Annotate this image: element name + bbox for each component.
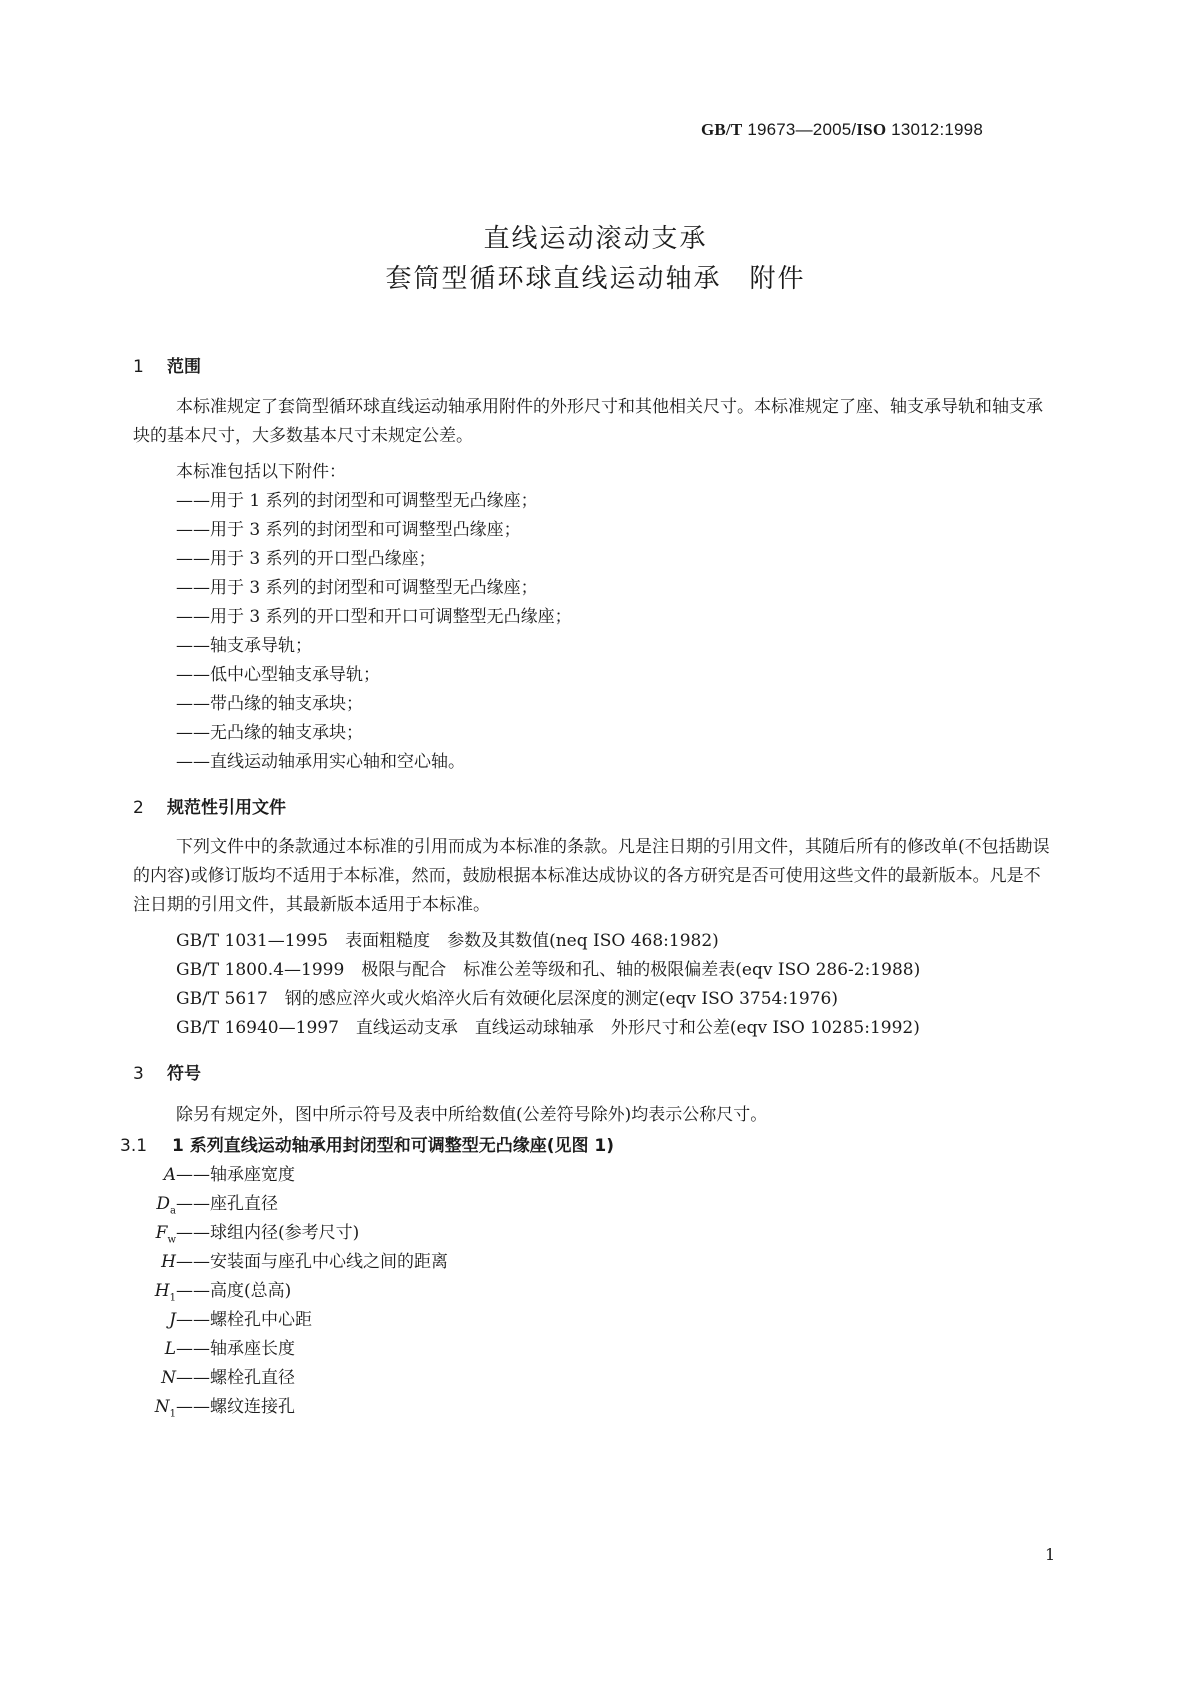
list-item: ——用于 3 系列的开口型和开口可调整型无凸缘座； [176, 607, 572, 627]
standard-number: GB/T 19673—2005/ISO 13012:1998 [700, 120, 983, 139]
symbol-definition: N——螺栓孔直径 [161, 1368, 295, 1388]
normative-reference: GB/T 1800.4—1999 极限与配合 标准公差等级和孔、轴的极限偏差表(eqv ISO 286-2:1988) [176, 960, 921, 980]
symbol-definition: L——轴承座长度 [164, 1339, 295, 1359]
section-3-heading: 3 符号 [133, 1064, 201, 1084]
list-item: ——低中心型轴支承导轨； [176, 665, 380, 685]
document-title-line-2: 套筒型循环球直线运动轴承 附件 [385, 264, 806, 294]
section-1-heading: 1 范围 [133, 357, 201, 377]
list-item: ——用于 3 系列的开口型凸缘座； [176, 549, 436, 569]
list-item: ——用于 1 系列的封闭型和可调整型无凸缘座； [176, 491, 538, 511]
list-item: ——无凸缘的轴支承块； [176, 723, 363, 743]
symbol-definition: $N_1——$螺纹连接孔 [154, 1397, 295, 1420]
symbol-definition: $F_w——$球组内径(参考尺寸) [155, 1223, 360, 1246]
section-3-paragraph: 除另有规定外，图中所示符号及表中所给数值(公差符号除外)均表示公称尺寸。 [176, 1105, 768, 1125]
symbol-definition: J——螺栓孔中心距 [169, 1310, 312, 1330]
normative-reference: GB/T 5617 钢的感应淬火或火焰淬火后有效硬化层深度的测定(eqv ISO 3754:1976) [176, 989, 838, 1009]
symbol-definition: H——安装面与座孔中心线之间的距离 [161, 1252, 448, 1272]
list-item: ——轴支承导轨； [176, 636, 312, 656]
normative-reference: GB/T 1031—1995 表面粗糙度 参数及其数值(neq ISO 468:1982) [176, 931, 719, 951]
section-1-paragraph: 本标准规定了套筒型循环球直线运动轴承用附件的外形尺寸和其他相关尺寸。本标准规定了座、轴支承导轨和轴支承块的基本尺寸，大多数基本尺寸未规定公差。 [133, 397, 1043, 446]
list-item: ——用于 3 系列的封闭型和可调整型无凸缘座； [176, 578, 538, 598]
symbol-definition: $D_a——$座孔直径 [156, 1194, 278, 1217]
symbol-definition: $H_1——$高度(总高) [154, 1281, 292, 1304]
list-item: ——用于 3 系列的封闭型和可调整型凸缘座； [176, 520, 521, 540]
list-item: ——直线运动轴承用实心轴和空心轴。 [176, 752, 465, 772]
page-number: 1 [1045, 1545, 1056, 1564]
subsection-3-1-heading: 3.1 1 系列直线运动轴承用封闭型和可调整型无凸缘座(见图 1) [120, 1136, 615, 1156]
document-title-line-1: 直线运动滚动支承 [483, 224, 708, 254]
normative-reference: GB/T 16940—1997 直线运动支承 直线运动球轴承 外形尺寸和公差(eqv ISO 10285:1992) [176, 1018, 920, 1038]
section-2-paragraph: 下列文件中的条款通过本标准的引用而成为本标准的条款。凡是注日期的引用文件，其随后所有的修改单(不包括勘误的内容)或修订版均不适用于本标准，然而，鼓励根据本标准达成协议的各方研究是否可使用这些文件的最新版本。凡是不注日期的引用文件，其最新版本适用于本标准。 [133, 837, 1050, 915]
list-item: ——带凸缘的轴支承块； [176, 694, 363, 714]
symbol-definition: A——轴承座宽度 [163, 1165, 295, 1185]
section-2-heading: 2 规范性引用文件 [133, 798, 286, 818]
section-1-intro: 本标准包括以下附件： [176, 462, 346, 482]
